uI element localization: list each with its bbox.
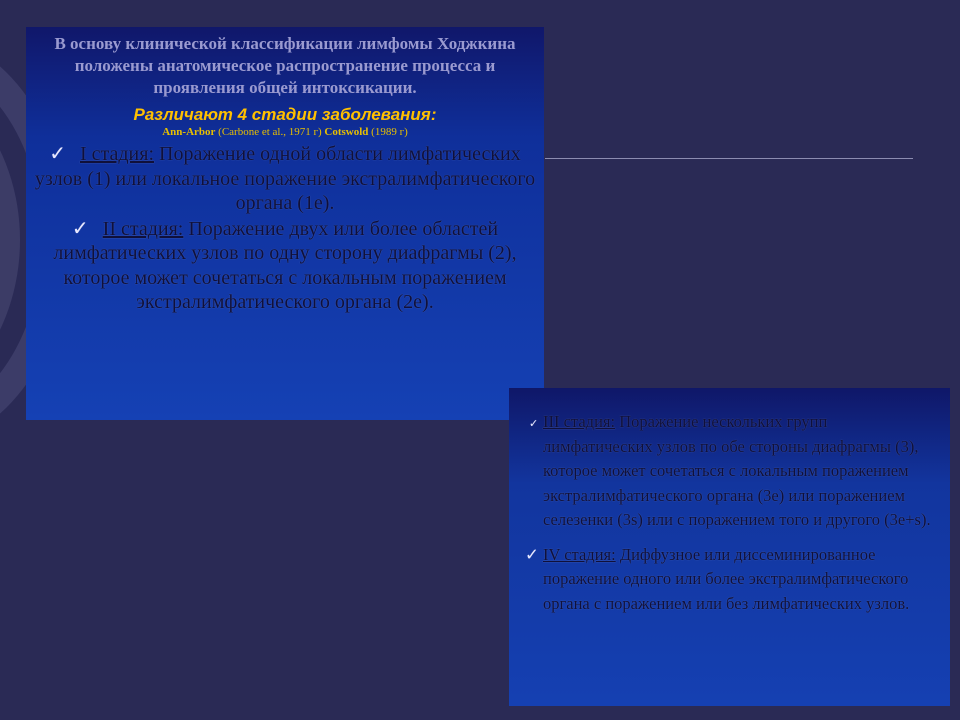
slide-panel-stages-1-2 [26,27,544,420]
slide-panel-stages-3-4 [509,388,950,706]
cotswold-label: Cotswold [324,126,369,138]
spacer [519,533,940,543]
checkmark-icon: ✓ [49,141,66,165]
ann-arbor-label: Ann-Arbor [162,126,216,138]
classification-line [34,125,536,139]
stage-4-name: IV стадия: [543,544,616,564]
stage-1-text: Поражение одной области лимфатических узлов (1) или локальное поражение экстралимфатического органа (1е). [34,143,536,214]
stage-3-item [519,410,940,533]
stage-2-item [34,216,536,315]
checkmark-icon: ✓ [71,215,89,240]
ann-arbor-ref: (Carbone et al., 1971 г) [218,126,322,138]
stage-3-text: Поражение нескольких групп лимфатических узлов по обе стороны диафрагмы (3), которое может сочетаться с локальным поражением экстралимфатического органа (3е) или поражением селезенки (3s) или с поражением того и другого (3е+s). [543,412,931,529]
checkmark-icon: ✓ [525,544,539,564]
stage-3-name: III стадия: [543,412,616,431]
stages-heading: Различают 4 стадии заболевания: [133,105,437,124]
stage-2-name: II стадия: [102,217,184,240]
intro-text: В основу клинической классификации лимфомы Ходжкина положены анатомическое распространение процесса и проявления общей интоксикации. [54,34,516,97]
stage-2-text: Поражение двух или более областей лимфатических узлов по одну сторону диафрагмы (2), которое может сочетаться с локальным поражением экстралимфатического органа (2е). [53,217,517,313]
stage-4-text: Диффузное или диссеминированное поражение одного или более экстралимфатического органа с поражением или без лимфатических узлов. [543,544,910,613]
divider-line [545,158,913,159]
checkmark-icon: ✓ [529,417,539,430]
stage-4-item [519,543,940,617]
stage-1-item [34,141,536,216]
stage-1-name: I стадия: [79,143,155,165]
cotswold-ref: (1989 г) [371,126,408,138]
